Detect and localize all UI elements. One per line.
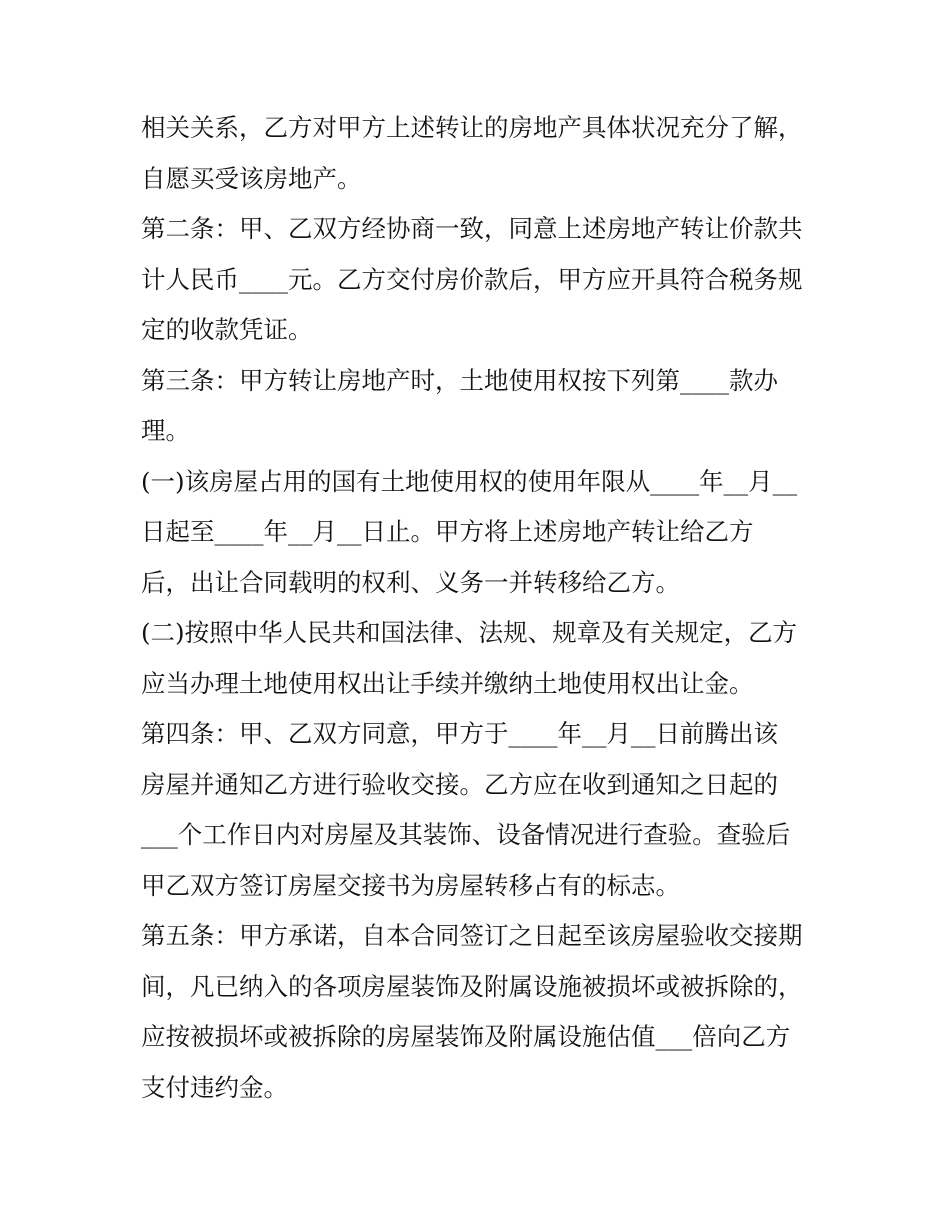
text-line: 第四条：甲、乙双方同意，甲方于____年__月__日前腾出该 [141,719,778,748]
text-line: 第二条：甲、乙双方经协商一致，同意上述房地产转让价款共 [141,214,803,243]
text-line: 第三条：甲方转让房地产时，土地使用权按下列第____款办 [141,365,778,395]
text-line: 间，凡已纳入的各项房屋装饰及附属设施被损坏或被拆除的， [141,971,803,1001]
text-line: 定的收款凭证。 [141,315,313,344]
text-line: (二)按照中华人民共和国法律、法规、规章及有关规定，乙方 [141,618,798,647]
text-line: ___个工作日内对房屋及其装饰、设备情况进行查验。查验后 [141,820,791,849]
text-line: 相关关系，乙方对甲方上述转让的房地产具体状况充分了解， [141,113,803,142]
text-line: 应当办理土地使用权出让手续并缴纳土地使用权出让金。 [141,668,754,698]
text-line: 自愿买受该房地产。 [141,163,362,193]
text-line: 房屋并通知乙方进行验收交接。乙方应在收到通知之日起的 [141,769,778,799]
text-line: 甲乙双方签订房屋交接书为房屋转移占有的标志。 [141,870,680,900]
text-line: 计人民币____元。乙方交付房价款后，甲方应开具符合税务规 [141,264,803,294]
text-line: (一)该房屋占用的国有土地使用权的使用年限从____年__月__ [141,466,798,496]
text-line: 应按被损坏或被拆除的房屋装饰及附属设施估值___倍向乙方 [141,1022,791,1051]
text-line: 第五条：甲方承诺，自本合同签订之日起至该房屋验收交接期 [141,921,803,950]
text-line: 后，出让合同载明的权利、义务一并转移给乙方。 [141,567,680,597]
text-line: 理。 [141,416,190,445]
text-line: 支付违约金。 [141,1072,288,1102]
text-line: 日起至____年__月__日止。甲方将上述房地产转让给乙方 [141,517,754,546]
contract-body-text [141,103,821,1113]
